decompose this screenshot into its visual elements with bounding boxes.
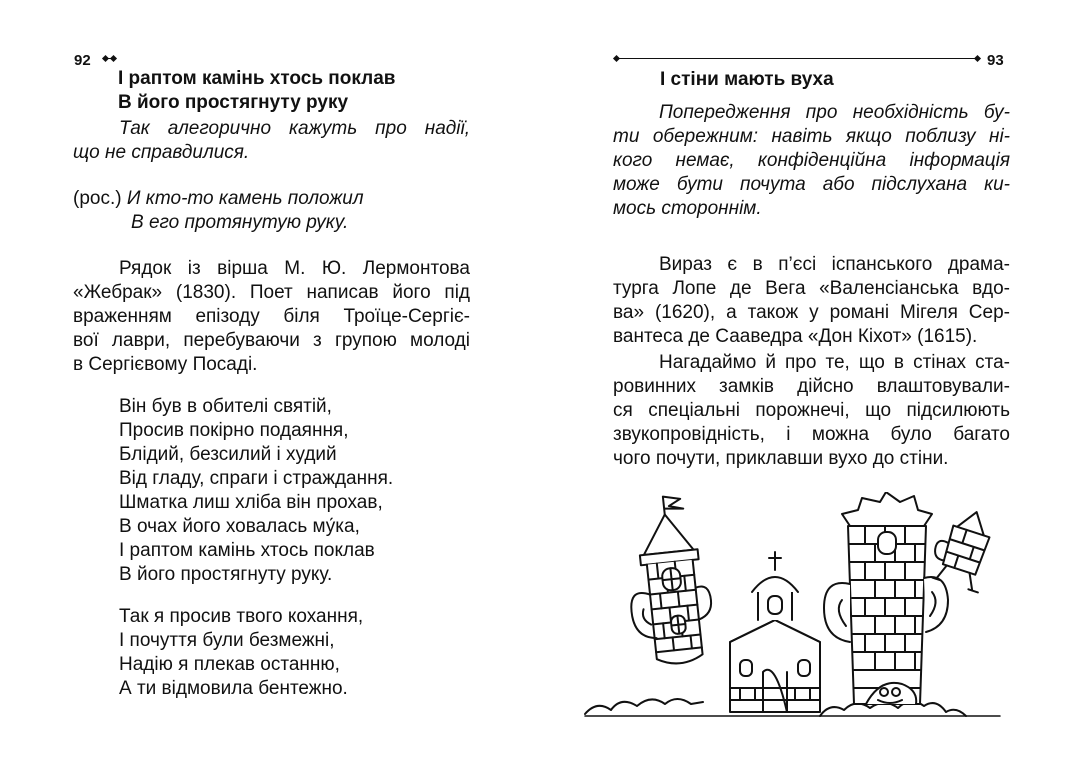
poem-stanza-1: Він був в обителі святій, Просив покірно подаяння, Блідий, безсилий і худий Від гладу, спраги і страждання. Шматка лиш хліба він прохав, В очах його ховалась му́ка, І раптом камінь хтось поклав В його простягнуту руку. [119,396,394,585]
big-tower-ear-left [824,583,850,642]
explanation-left: Так алегорично кажуть про надії, що не справдилися. [73,118,470,163]
origin-paragraph-right: Вираз є в п’єсі іспанського драма- турга Лопе де Вега «Валенсіанська вдо- ва» (1620), а також у романі Мігеля Сер- вантеса де Сааведра «Дон Кіхот» (1615). [613,254,1010,347]
church [730,552,820,712]
page-number-left: 92 [74,52,91,69]
castle-towers-with-ears-illustration [580,492,1020,728]
big-tower [824,492,948,704]
russian-version: (рос.) И кто-то камень положил В его протянутую руку. [73,188,364,233]
poem-stanza-2: Так я просив твого кохання, І почуття були безмежні, Надію я плекав останню, А ти відмовила бентежно. [119,606,364,699]
right-page [540,0,1080,775]
left-tower [620,493,717,668]
flying-tower [926,503,1001,592]
header-rule-left [103,58,116,59]
entry-title-right: І стіни мають вуха [660,69,834,90]
explanation-right: Попередження про необхідність бу- ти обережним: навіть якщо поблизу ні- кого немає, конфіденційна інформація може бути почута або підслухана ки- мось стороннім. [613,102,1010,219]
castle-paragraph: Нагадаймо й про те, що в стінах ста- ровинних замків дійсно влаштовували- ся спеціальні порожнечі, що підсилюють звукопровідність, і можна було багато чого почути, приклавши вухо до стіни. [613,352,1010,469]
page-number-right: 93 [987,52,1004,69]
origin-paragraph: Рядок із вірша М. Ю. Лермонтова «Жебрак» (1830). Поет написав його під враженням епізоду біля Троїце-Сергіє- вої лаври, перебуваючи з групою молоді в Сергієвому Посаді. [73,258,470,375]
header-rule-right [614,58,980,59]
language-label: (рос.) [73,188,122,209]
entry-title-left: І раптом камінь хтось поклав В його простягнуту руку [118,68,396,113]
